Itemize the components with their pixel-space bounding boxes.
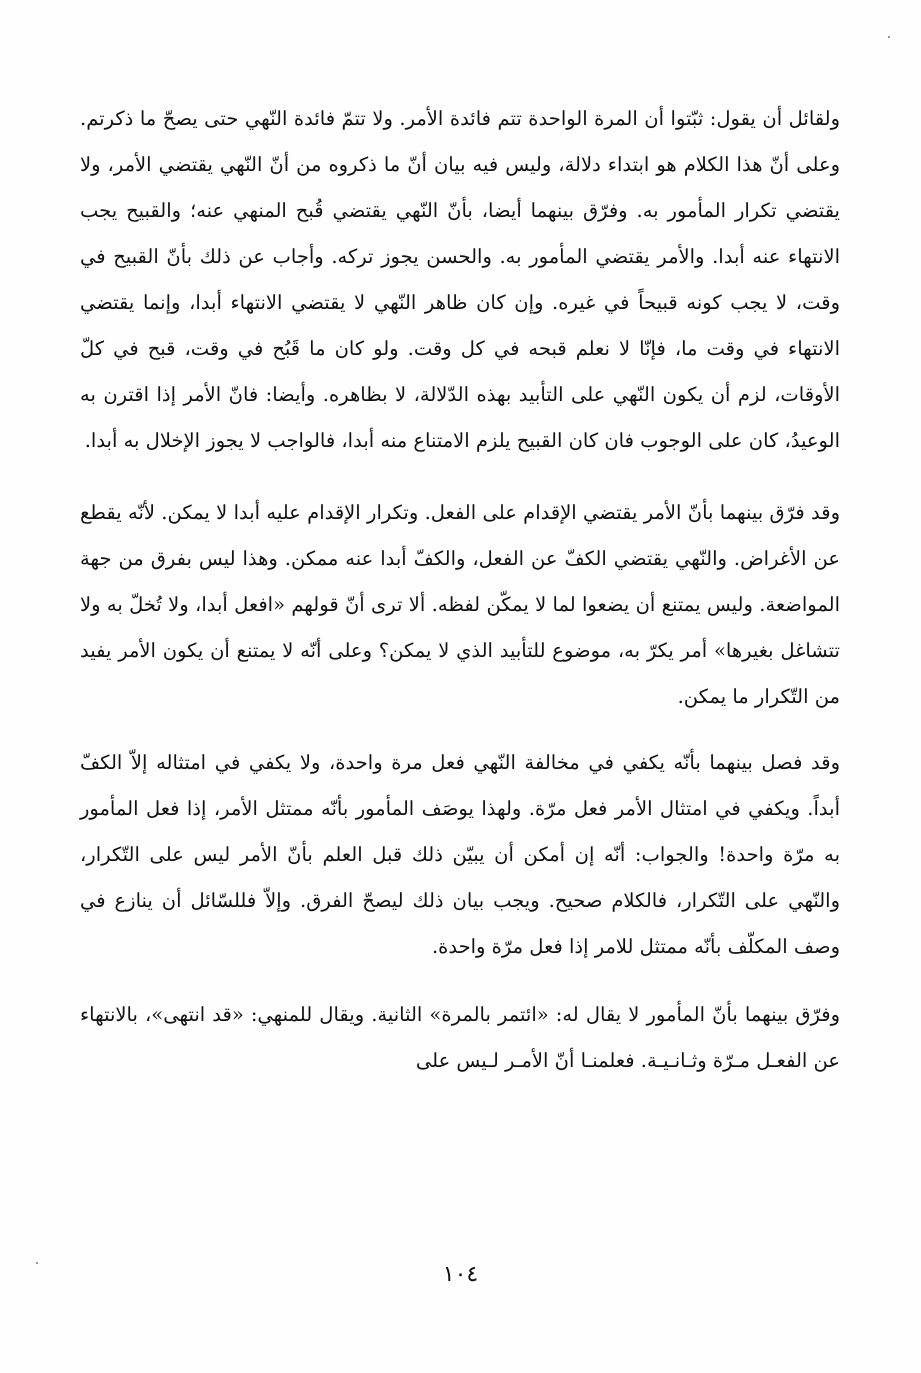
paragraph-2: وقد فرّق بينهما بأنّ الأمر يقتضي الإقدام على الفعل. وتكرار الإقدام عليه أبدا لا يمكن. لأنّه يقطع عن الأغراض. والنّهي يقتضي الكفّ عن الفعل، والكفّ أبدا عنه ممكن. وهذا ليس بفرق من جهة المواضعة. وليس يمتنع أن يضعوا لما لا يمكّن لفظه. ألا ترى أنّ قولهم «افعل أبدا، ولا تُخلّ به ولا تتشاغل بغيرها» أمر يكرّ به، موضوع للتأبيد الذي لا يمكن؟ وعلى أنّه لا يمتنع أن يكون الأمر يفيد من التّكرار ما يمكن. <box>80 501 840 708</box>
paragraph-4: وفرّق بينهما بأنّ المأمور لا يقال له: «ائتمر بالمرة» الثانية. ويقال للمنهي: «قد انتهى»، بالانتهاء عن الفعـل مـرّة وثـانـيـة. فعلمنـا أنّ الأمـر لـيس على <box>80 1003 840 1072</box>
scan-speck <box>36 1262 38 1264</box>
scan-speck <box>888 36 890 38</box>
page-number: ١٠٤ <box>442 1262 479 1287</box>
paragraph-1: ولقائل أن يقول: ثبّتوا أن المرة الواحدة تتم فائدة الأمر. ولا تتمّ فائدة النّهي حتى يصحّ ما ذكرتم. وعلى أنّ هذا الكلام هو ابتداء دلالة، وليس فيه بيان أنّ ما ذكروه من أنّ النّهي يقتضي الأمر، ولا يقتضي تكرار المأمور به. وفرّق بينهما أيضا، بأنّ النّهي يقتضي قُبح المنهي عنه؛ والقبيح يجب الانتهاء عنه أبدا. والأمر يقتضي المأمور به. والحسن يجوز تركه. وأجاب عن ذلك بأنّ القبيح في وقت، لا يجب كونه قبيحاً في غيره. وإن كان ظاهر النّهي لا يقتضي الانتهاء أبدا، وإنما يقتضي الانتهاء في وقت ما، فإنّا لا نعلم قبحه في كل وقت. ولو كان ما قَبُح في وقت، قبح في كلّ الأوقات، لزم أن يكون النّهي على التأبيد بهذه الدّلالة، لا بظاهره. وأيضا: فانّ الأمر إذا اقترن به الوعيدُ، كان على الوجوب فان كان القبيح يلزم الامتناع منه أبدا، فالواجب لا يجوز الإخلال به أبدا. <box>80 107 840 452</box>
paragraph-3: وقد فصل بينهما بأنّه يكفي في مخالفة النّهي فعل مرة واحدة، ولا يكفي في امتثاله إلاّ الكفّ أبداً. ويكفي في امتثال الأمر فعل مرّة. ولهذا يوصَف المأمور بأنّه ممتثل الأمر، إذا فعل المأمور به مرّة واحدة! والجواب: أنّه إن أمكن أن يبيّن ذلك قبل العلم بأنّ الأمر ليس على التّكرار، والنّهي على التّكرار، فالكلام صحيح. ويجب بيان ذلك ليصحّ الفرق. وإلاّ فللسّائل أن ينازع في وصف المكلّف بأنّه ممتثل للامر إذا فعل مرّة واحدة. <box>80 751 840 958</box>
body-text <box>80 96 840 1084</box>
